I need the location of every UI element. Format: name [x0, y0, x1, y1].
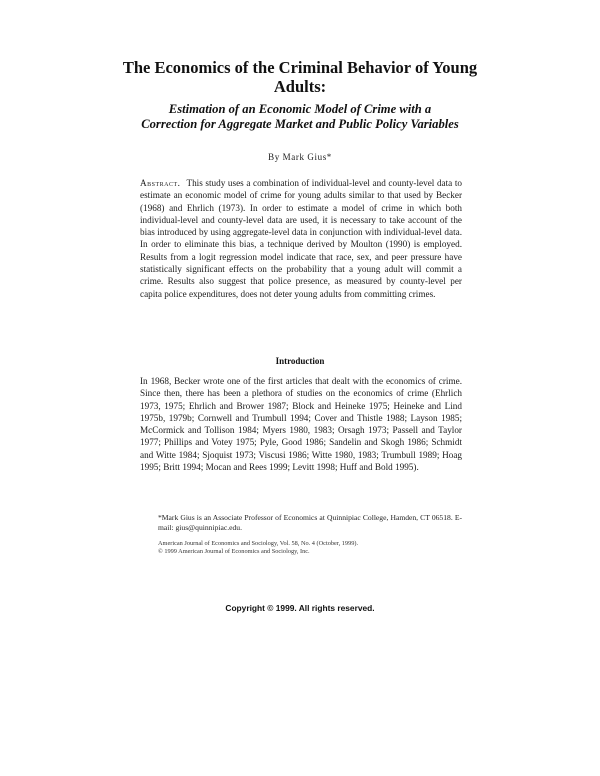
abstract-text: This study uses a combination of individual-level and county-level data to estimate an economic model of crime for young adults similar to that used by Becker (1968) and Ehrlich (1973). In order to estimate a model of crime in which both individual-level and county-level data are used, it is necessary to take account of the bias introduced by using aggregate-level data in conjunction with individual-level data. In order to eliminate this bias, a technique derived by Moulton (1990) is employed. Results from a logit regression model indicate that race, sex, and peer pressure have statistically significant effects on the probability that a young adult will commit a crime. Results also suggest that police presence, as measured by county-level per capita police expenditures, does not deter young adults from committing crimes. — [140, 178, 462, 299]
abstract — [140, 177, 462, 300]
paper-title: The Economics of the Criminal Behavior of Young Adults: — [122, 58, 478, 96]
paper-subtitle: Estimation of an Economic Model of Crime with a Correction for Aggregate Market and Public Policy Variables — [141, 102, 459, 131]
abstract-label: Abstract. — [140, 178, 181, 188]
introduction-paragraph: In 1968, Becker wrote one of the first articles that dealt with the economics of crime. Since then, there has been a plethora of studies on the economics of crime (Ehrlich 1973, 1975; Ehrlich and Brower 1987; Block and Heineke 1975; Heineke and Lind 1975b, 1979b; Cornwell and Trumbull 1994; Cover and Thistle 1988; Layson 1985; McCormick and Tollison 1984; Myers 1980, 1983; Orsagh 1973; Passell and Taylor 1977; Phillips and Votey 1975; Pyle, Good 1986; Sandelin and Skogh 1986; Schmidt and Witte 1984; Sjoquist 1973; Viscusi 1986; Witte 1980, 1983; Trumbull 1989; Hoag 1995; Britt 1994; Mocan and Rees 1999; Levitt 1998; Huff and Bold 1995). — [140, 376, 462, 473]
copyright-notice: Copyright © 1999. All rights reserved. — [225, 603, 375, 613]
journal-copyright: © 1999 American Journal of Economics and Sociology, Inc. — [158, 548, 310, 555]
journal-info — [158, 540, 462, 556]
author-footnote: *Mark Gius is an Associate Professor of Economics at Quinnipiac College, Hamden, CT 06518. E-mail: gius@quinnipiac.edu. — [158, 513, 462, 532]
author-line: By Mark Gius* — [268, 152, 332, 162]
journal-citation: American Journal of Economics and Sociology, Vol. 58, No. 4 (October, 1999). — [158, 540, 359, 547]
section-heading-introduction: Introduction — [275, 356, 325, 366]
